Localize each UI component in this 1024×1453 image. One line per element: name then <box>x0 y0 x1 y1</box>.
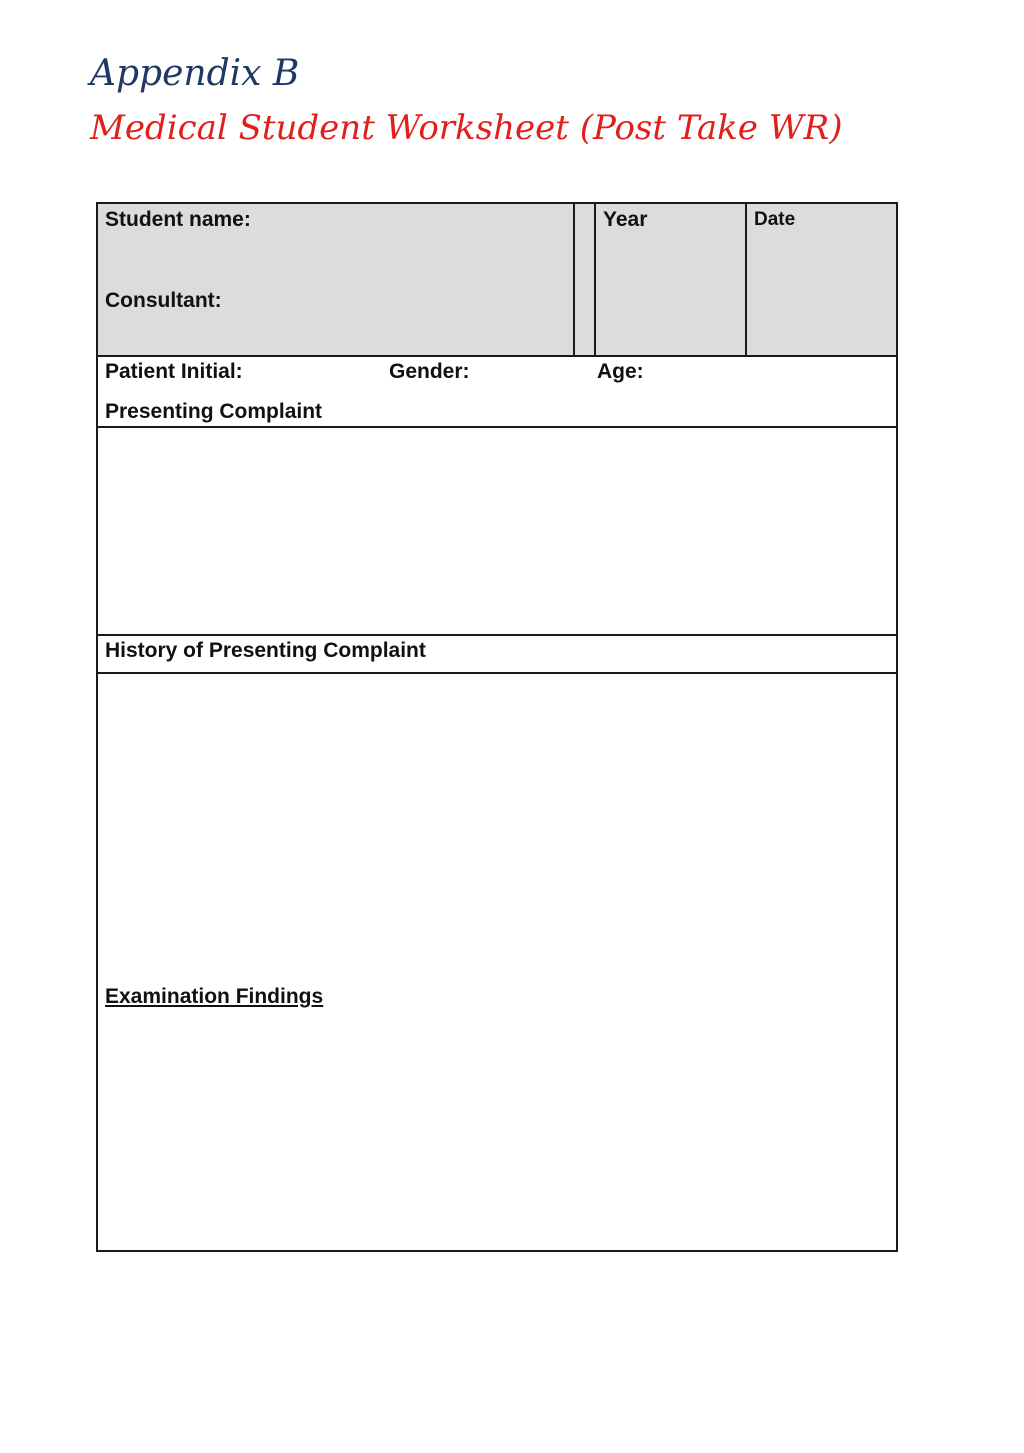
history-label: History of Presenting Complaint <box>105 639 426 662</box>
gender-label: Gender: <box>389 360 470 383</box>
examination-findings-label: Examination Findings <box>105 985 324 1008</box>
consultant-label: Consultant: <box>105 289 222 312</box>
spacer-cell <box>573 202 596 357</box>
worksheet-title: Medical Student Worksheet (Post Take WR) <box>90 108 843 148</box>
appendix-title: Appendix B <box>90 53 300 94</box>
presenting-complaint-label: Presenting Complaint <box>105 400 323 423</box>
presenting-complaint-area[interactable] <box>96 426 898 636</box>
student-name-label: Student name: <box>105 208 251 231</box>
history-examination-area[interactable] <box>96 672 898 1252</box>
patient-initial-label: Patient Initial: <box>105 360 243 383</box>
age-label: Age: <box>597 360 644 383</box>
date-label: Date <box>754 209 796 230</box>
year-label: Year <box>603 208 648 231</box>
